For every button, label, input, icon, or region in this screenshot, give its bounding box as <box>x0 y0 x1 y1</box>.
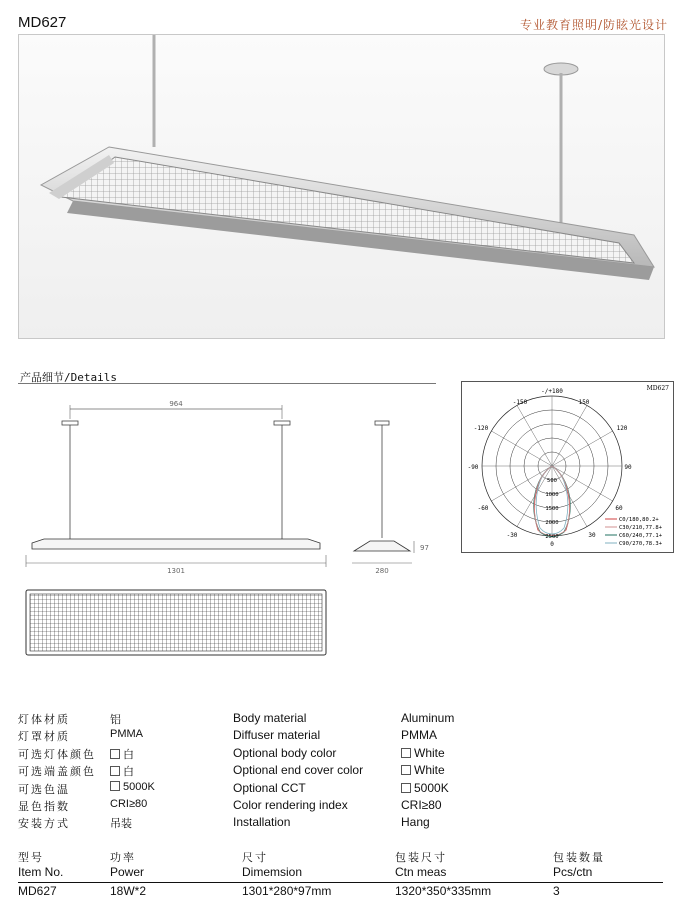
spec-value-cn: 5000K <box>123 780 155 793</box>
polar-angle-label: -120 <box>473 425 489 432</box>
spec-value-cn: 吊装 <box>110 818 132 831</box>
polar-spoke <box>552 431 613 466</box>
spec-value-en: PMMA <box>401 728 437 743</box>
spec-value-en: 5000K <box>414 780 449 795</box>
table-header-cell: Dimemsion <box>242 865 303 879</box>
table-header-cell: 型号 <box>18 851 44 864</box>
spec-row <box>18 781 668 798</box>
polar-radial-label: 1000 <box>545 492 559 498</box>
tagline: 专业教育照明/防眩光设计 <box>519 18 668 32</box>
polar-bottom-label: 0 <box>550 541 554 548</box>
table-header-cell: Ctn meas <box>395 865 447 879</box>
spec-label-cn: 可选色温 <box>18 782 70 796</box>
spec-row <box>18 798 668 815</box>
spec-label-en: Diffuser material <box>233 728 321 743</box>
polar-spoke <box>517 405 552 466</box>
spec-label-en: Body material <box>233 711 307 725</box>
polar-angle-label: 30 <box>588 532 596 539</box>
polar-diagram-svg <box>462 382 673 552</box>
product-photo <box>19 35 664 338</box>
table-cell: 1301*280*97mm <box>242 884 332 898</box>
spec-label-en: Optional end cover color <box>233 763 364 778</box>
spec-value-en: White <box>414 745 445 760</box>
spec-row <box>18 815 668 832</box>
spec-label-en: Color rendering index <box>233 797 348 812</box>
height-dimension-label: 97 <box>420 544 429 552</box>
spec-label-cn: 显色指数 <box>18 799 70 813</box>
spec-row <box>18 763 668 780</box>
polar-diagram <box>461 381 674 553</box>
polar-angle-label: 60 <box>615 505 623 512</box>
table-header-cell: Item No. <box>18 865 64 879</box>
spec-label-cn: 可选灯体颜色 <box>18 747 96 761</box>
table-divider <box>18 882 663 883</box>
table-header-cell: 尺寸 <box>242 851 268 864</box>
spec-label-cn: 灯罩材质 <box>18 730 70 744</box>
spec-value-en: CRI≥80 <box>401 797 442 812</box>
legend-entry: C90/270,78.3+ <box>619 541 663 547</box>
table-header-cn <box>18 849 668 865</box>
table-cell: MD627 <box>18 884 57 898</box>
spec-value-cn: 铝 <box>110 714 121 726</box>
technical-drawing <box>18 395 448 665</box>
polar-angle-label: 150 <box>578 399 590 406</box>
polar-top-label: -/+180 <box>541 388 563 395</box>
table-header-cell: 功率 <box>110 851 136 864</box>
polar-radial-label: 2500 <box>545 534 559 540</box>
checkbox-icon <box>110 766 120 776</box>
table-cell: 1320*350*335mm <box>395 884 492 898</box>
checkbox-icon <box>401 748 411 758</box>
polar-angle-label: -90 <box>467 464 479 471</box>
spec-list <box>18 711 668 833</box>
table-header-cell: Power <box>110 865 145 879</box>
spec-label-cn: 灯体材质 <box>18 713 70 726</box>
span-dimension-label: 964 <box>169 400 183 408</box>
spec-value-en: White <box>414 763 445 778</box>
spec-row <box>18 711 668 728</box>
table-header-en <box>18 865 668 881</box>
spec-value-en: Aluminum <box>401 711 455 725</box>
table-cell: 3 <box>553 884 560 898</box>
spec-label-en: Installation <box>233 815 291 830</box>
legend-entry: C60/240,77.1+ <box>619 533 663 539</box>
spec-value-en: Hang <box>401 815 430 830</box>
checkbox-icon <box>110 781 120 791</box>
details-divider <box>18 383 436 384</box>
polar-spoke <box>552 405 587 466</box>
table-header-cell: 包装数量 <box>553 851 605 864</box>
polar-spoke <box>552 466 613 501</box>
table-row <box>18 884 668 900</box>
polar-radial-label: 500 <box>547 478 557 484</box>
spec-value-cn: CRI≥80 <box>110 797 148 810</box>
polar-radial-label: 2000 <box>545 520 559 526</box>
spec-value-cn: 白 <box>123 748 134 761</box>
polar-spoke <box>491 431 552 466</box>
polar-radial-label: 1500 <box>545 506 559 512</box>
spec-label-cn: 可选端盖颜色 <box>18 765 96 779</box>
polar-angle-label: -30 <box>506 532 518 539</box>
polar-tag: MD627 <box>646 385 669 392</box>
product-photo-frame <box>18 34 665 339</box>
width-dimension-label: 280 <box>375 567 389 575</box>
checkbox-icon <box>401 765 411 775</box>
model-code: MD627 <box>18 14 67 31</box>
spec-row <box>18 728 668 745</box>
spec-row <box>18 746 668 763</box>
spec-value-cn: 白 <box>123 766 134 779</box>
table-cell: 18W*2 <box>110 884 147 898</box>
table-header-cell: Pcs/ctn <box>553 865 593 879</box>
polar-angle-label: 90 <box>624 464 632 471</box>
spec-label-en: Optional body color <box>233 745 337 760</box>
polar-angle-label: -60 <box>477 505 489 512</box>
spec-label-en: Optional CCT <box>233 780 306 795</box>
checkbox-icon <box>110 749 120 759</box>
details-title: 产品细节/Details <box>20 371 117 384</box>
legend-entry: C0/180,80.2+ <box>619 517 659 523</box>
checkbox-icon <box>401 783 411 793</box>
polar-angle-label: 120 <box>616 425 628 432</box>
length-dimension-label: 1301 <box>167 567 185 575</box>
spec-label-cn: 安装方式 <box>18 817 70 831</box>
legend-entry: C30/210,77.8+ <box>619 525 663 531</box>
polar-spoke <box>491 466 552 501</box>
product-table <box>18 849 668 900</box>
spec-value-cn: PMMA <box>110 728 143 741</box>
polar-angle-label: -150 <box>512 399 528 406</box>
table-header-cell: 包装尺寸 <box>395 851 447 864</box>
